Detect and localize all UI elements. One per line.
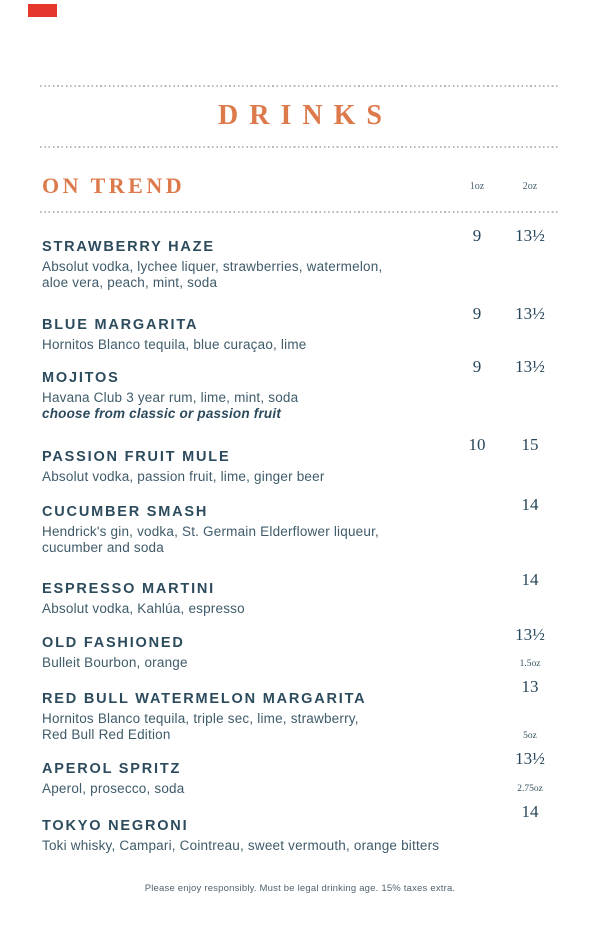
menu-item [42,240,480,292]
item-name: RED BULL WATERMELON MARGARITA [42,691,367,707]
menu-item [42,318,480,353]
price-value: 13 [521,676,539,696]
column-header-1oz: 1oz [469,181,485,192]
menu-item [42,692,480,744]
price-1oz: 9 [472,357,482,376]
price-2oz: 13½ [515,625,545,644]
item-description: aloe vera, peach, mint, soda [42,275,218,290]
item-name: BLUE MARGARITA [42,317,199,333]
menu-item [42,371,480,423]
menu-item [42,819,480,854]
item-name: PASSION FRUIT MULE [42,449,231,465]
item-name: APEROL SPRITZ [42,761,182,777]
item-name: TOKYO NEGRONI [42,818,189,834]
item-name: STRAWBERRY HAZE [42,239,215,255]
price-2oz: 13½ [515,226,545,245]
menu-item [42,505,480,557]
price-value: 13½ [515,748,545,768]
price-value: 14 [521,801,539,821]
item-name: MOJITOS [42,370,120,386]
menu-item [42,450,480,485]
item-description: Bulleit Bourbon, orange [42,654,188,670]
item-description: Red Bull Red Edition [42,727,171,742]
menu-item [42,582,480,617]
price-2oz [499,785,561,820]
item-description: Hornitos Blanco tequila, blue curaçao, lime [42,336,307,352]
item-name: ESPRESSO MARTINI [42,581,216,597]
item-description: Hornitos Blanco tequila, triple sec, lime, strawberry, [42,710,359,726]
item-description: Havana Club 3 year rum, lime, mint, soda [42,389,299,405]
price-2oz: 14 [521,495,539,514]
item-description: cucumber and soda [42,540,164,555]
price-2oz: 15 [521,435,539,454]
menu-item [42,762,480,797]
item-description: Aperol, prosecco, soda [42,780,185,796]
serving-size-label: 2.75oz [517,784,543,794]
price-2oz: 13½ [515,357,545,376]
item-description: Absolut vodka, passion fruit, lime, ginger beer [42,468,325,484]
item-note: choose from classic or passion fruit [42,406,282,421]
divider [40,85,558,87]
item-description: Absolut vodka, lychee liquer, strawberries, watermelon, [42,258,383,274]
section-title: ON TREND [42,173,186,198]
serving-size-label: 5oz [523,731,537,741]
price-2oz [499,732,561,767]
legal-disclaimer: Please enjoy responsibly. Must be legal drinking age. 15% taxes extra. [144,883,456,894]
price-2oz [499,660,561,695]
menu-item [42,636,480,671]
page-title: DRINKS [218,100,393,131]
item-name: OLD FASHIONED [42,635,185,651]
column-header-2oz: 2oz [522,181,538,192]
item-name: CUCUMBER SMASH [42,504,209,520]
item-description: Absolut vodka, Kahlúa, espresso [42,600,245,616]
divider [40,146,558,148]
item-description: Hendrick's gin, vodka, St. Germain Elderflower liqueur, [42,523,379,539]
price-1oz: 9 [472,304,482,323]
item-description: Toki whisky, Campari, Cointreau, sweet vermouth, orange bitters [42,837,440,853]
corner-tab [28,4,57,17]
price-2oz: 14 [521,570,539,589]
price-1oz: 10 [468,435,486,454]
price-2oz: 13½ [515,304,545,323]
serving-size-label: 1.5oz [519,659,541,669]
price-1oz: 9 [472,226,482,245]
divider [40,211,558,213]
